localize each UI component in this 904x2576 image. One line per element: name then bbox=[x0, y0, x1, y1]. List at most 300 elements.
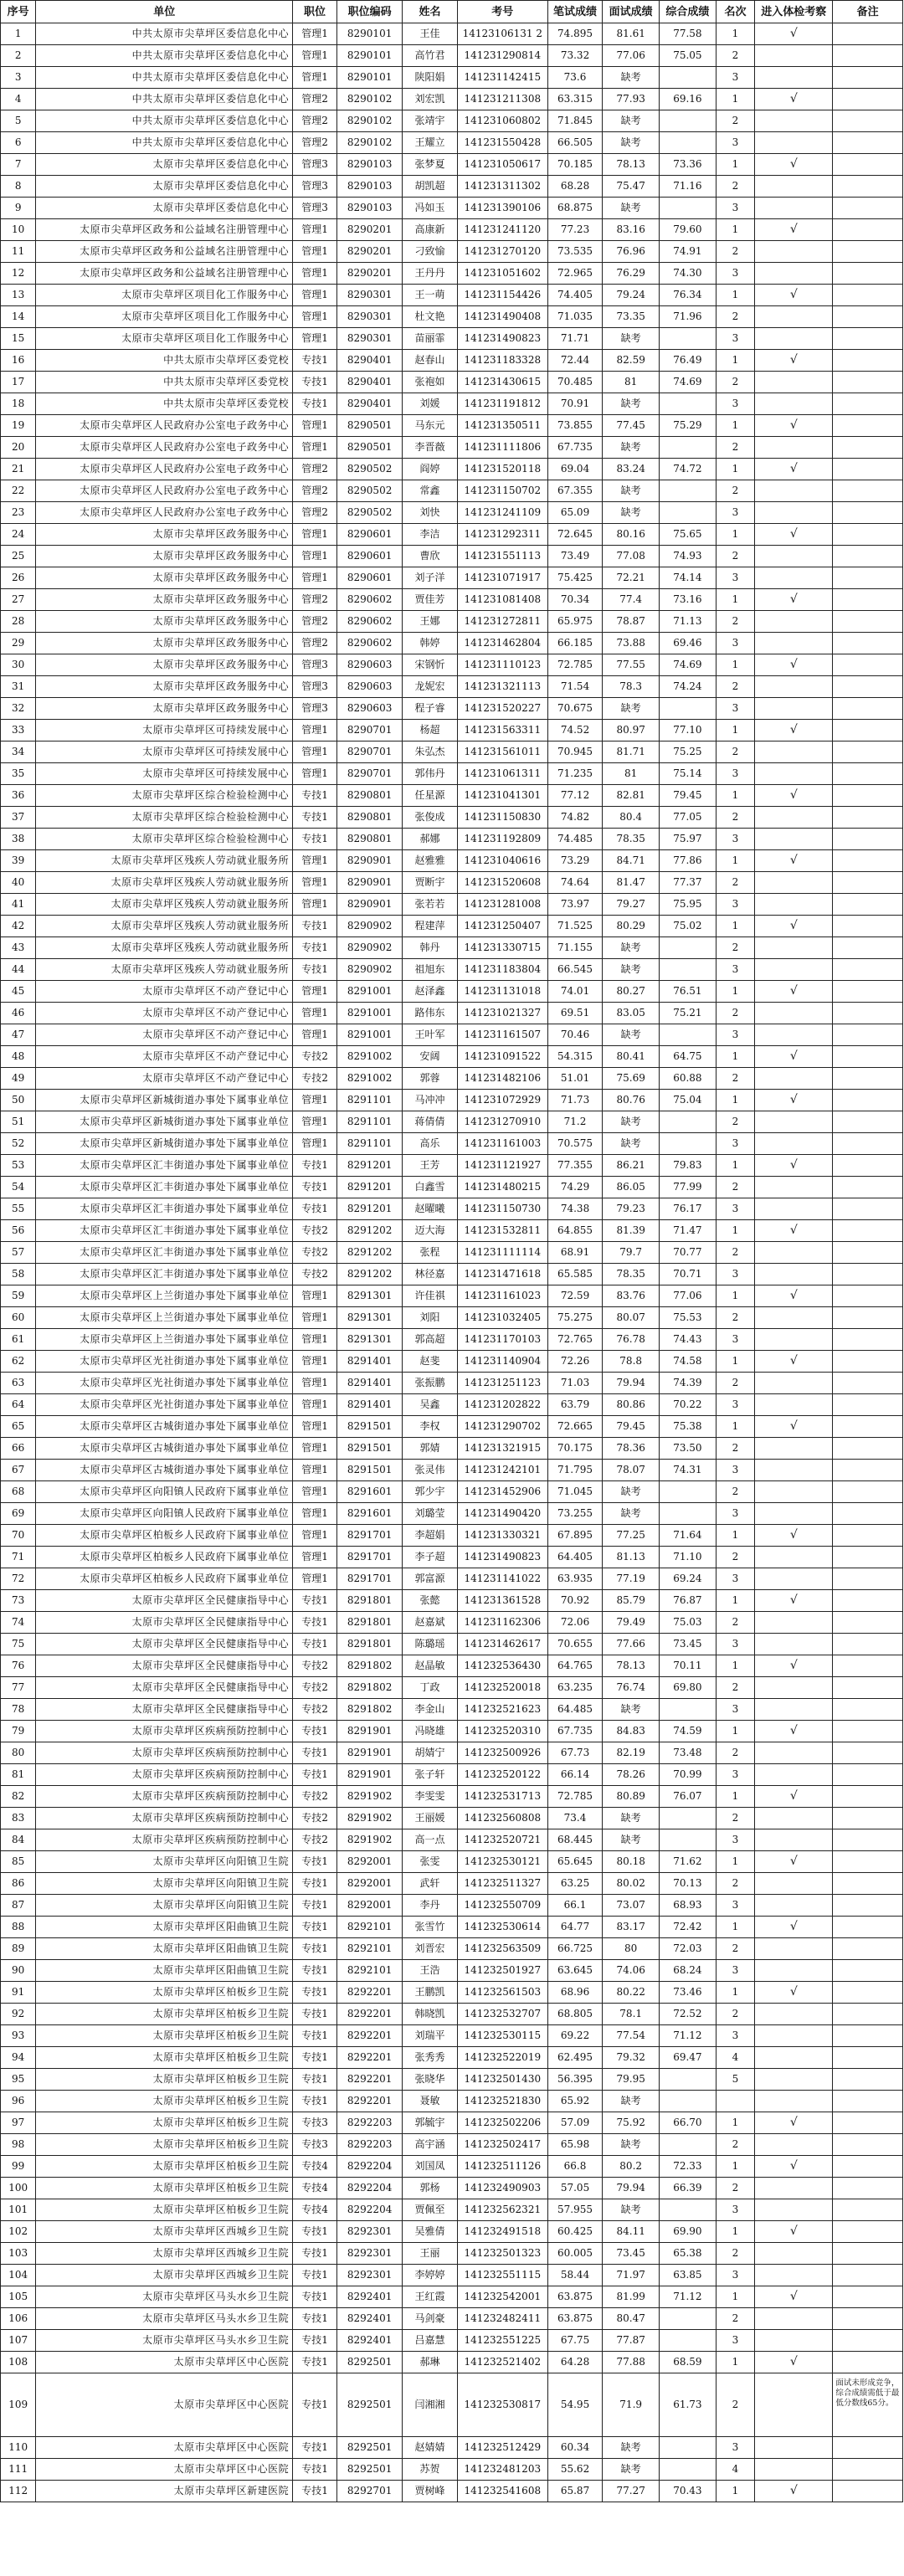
cell-position: 管理3 bbox=[293, 176, 337, 198]
cell-total-score: 75.14 bbox=[660, 763, 717, 785]
cell-position: 管理1 bbox=[293, 763, 337, 785]
cell-total-score: 66.39 bbox=[660, 2178, 717, 2199]
cell-interview-score: 77.08 bbox=[603, 546, 660, 567]
table-row bbox=[1, 1024, 903, 1046]
cell-medical-check bbox=[755, 1895, 833, 1917]
cell-unit: 太原市尖草坪区中心医院 bbox=[36, 2352, 293, 2373]
cell-name: 赵雅雅 bbox=[403, 850, 458, 872]
cell-interview-score: 缺考 bbox=[603, 1133, 660, 1155]
cell-exam-no: 141232520122 bbox=[457, 1764, 547, 1786]
cell-unit: 太原市尖草坪区疾病预防控制中心 bbox=[36, 1764, 293, 1786]
cell-name: 张袍如 bbox=[403, 372, 458, 393]
cell-rank: 3 bbox=[716, 198, 755, 219]
cell-total-score bbox=[660, 67, 717, 89]
cell-written-score: 67.75 bbox=[547, 2330, 603, 2352]
cell-written-score: 70.485 bbox=[547, 372, 603, 393]
cell-name: 吴雅倩 bbox=[403, 2221, 458, 2243]
cell-seq: 6 bbox=[1, 132, 36, 154]
cell-medical-check: √ bbox=[755, 154, 833, 176]
cell-written-score: 71.795 bbox=[547, 1460, 603, 1481]
cell-interview-score: 缺考 bbox=[603, 328, 660, 350]
cell-interview-score: 80.86 bbox=[603, 1394, 660, 1416]
cell-exam-no: 141232530614 bbox=[457, 1917, 547, 1938]
cell-position: 专技1 bbox=[293, 1917, 337, 1938]
cell-position-code: 8292401 bbox=[336, 2308, 402, 2330]
cell-interview-score: 缺考 bbox=[603, 393, 660, 415]
cell-medical-check bbox=[755, 959, 833, 981]
cell-name: 郭杨 bbox=[403, 2178, 458, 2199]
cell-written-score: 66.185 bbox=[547, 633, 603, 654]
cell-exam-no: 141232563509 bbox=[457, 1938, 547, 1960]
cell-rank: 4 bbox=[716, 2459, 755, 2481]
cell-total-score: 70.71 bbox=[660, 1264, 717, 1285]
cell-written-score: 73.255 bbox=[547, 1503, 603, 1525]
cell-rank: 2 bbox=[716, 872, 755, 894]
cell-position-code: 8290603 bbox=[336, 676, 402, 698]
cell-remarks bbox=[833, 1808, 903, 1829]
cell-rank: 2 bbox=[716, 1873, 755, 1895]
cell-exam-no: 141231081408 bbox=[457, 589, 547, 611]
cell-position-code: 8290102 bbox=[336, 110, 402, 132]
cell-written-score: 70.575 bbox=[547, 1133, 603, 1155]
table-row bbox=[1, 154, 903, 176]
cell-rank: 3 bbox=[716, 2330, 755, 2352]
cell-name: 王浩 bbox=[403, 1960, 458, 1982]
table-row bbox=[1, 1155, 903, 1177]
cell-interview-score: 80.4 bbox=[603, 807, 660, 829]
cell-rank: 3 bbox=[716, 2437, 755, 2459]
cell-position: 专技1 bbox=[293, 2004, 337, 2025]
cell-medical-check bbox=[755, 2091, 833, 2112]
cell-total-score: 79.60 bbox=[660, 219, 717, 241]
cell-total-score: 76.34 bbox=[660, 285, 717, 306]
cell-rank: 1 bbox=[716, 1285, 755, 1307]
cell-seq: 87 bbox=[1, 1895, 36, 1917]
cell-rank: 2 bbox=[716, 676, 755, 698]
table-row bbox=[1, 1503, 903, 1525]
cell-rank: 3 bbox=[716, 67, 755, 89]
table-row bbox=[1, 937, 903, 959]
cell-rank: 1 bbox=[716, 1917, 755, 1938]
cell-remarks bbox=[833, 67, 903, 89]
cell-position: 管理1 bbox=[293, 1133, 337, 1155]
cell-written-score: 70.175 bbox=[547, 1438, 603, 1460]
cell-medical-check bbox=[755, 1460, 833, 1481]
cell-rank: 1 bbox=[716, 2221, 755, 2243]
cell-name: 武轩 bbox=[403, 1873, 458, 1895]
cell-position-code: 8290501 bbox=[336, 437, 402, 459]
cell-interview-score: 78.35 bbox=[603, 829, 660, 850]
cell-rank: 2 bbox=[716, 1373, 755, 1394]
table-row bbox=[1, 1786, 903, 1808]
cell-position: 管理1 bbox=[293, 720, 337, 741]
cell-medical-check bbox=[755, 2265, 833, 2286]
cell-remarks bbox=[833, 524, 903, 546]
header-position-code: 职位编码 bbox=[336, 1, 402, 23]
cell-exam-no: 141231150830 bbox=[457, 807, 547, 829]
table-row bbox=[1, 437, 903, 459]
cell-written-score: 65.87 bbox=[547, 2481, 603, 2502]
cell-exam-no: 141232542001 bbox=[457, 2286, 547, 2308]
cell-position-code: 8290502 bbox=[336, 459, 402, 480]
cell-seq: 20 bbox=[1, 437, 36, 459]
cell-unit: 太原市尖草坪区政务服务中心 bbox=[36, 546, 293, 567]
cell-position: 专技1 bbox=[293, 1198, 337, 1220]
cell-total-score: 70.11 bbox=[660, 1655, 717, 1677]
cell-remarks bbox=[833, 1133, 903, 1155]
cell-position: 管理1 bbox=[293, 1525, 337, 1547]
cell-position: 管理1 bbox=[293, 1285, 337, 1307]
table-row bbox=[1, 23, 903, 45]
cell-seq: 23 bbox=[1, 502, 36, 524]
cell-position-code: 8290701 bbox=[336, 741, 402, 763]
cell-total-score: 72.03 bbox=[660, 1938, 717, 1960]
cell-rank: 3 bbox=[716, 1264, 755, 1285]
table-row bbox=[1, 350, 903, 372]
cell-rank: 3 bbox=[716, 263, 755, 285]
cell-remarks bbox=[833, 2199, 903, 2221]
cell-medical-check bbox=[755, 198, 833, 219]
cell-name: 刘媛 bbox=[403, 393, 458, 415]
cell-unit: 太原市尖草坪区疾病预防控制中心 bbox=[36, 1742, 293, 1764]
table-row bbox=[1, 1264, 903, 1285]
cell-unit: 太原市尖草坪区新城街道办事处下属事业单位 bbox=[36, 1090, 293, 1111]
cell-seq: 100 bbox=[1, 2178, 36, 2199]
cell-name: 冯晓雄 bbox=[403, 1721, 458, 1742]
cell-rank: 2 bbox=[716, 480, 755, 502]
cell-position: 管理1 bbox=[293, 23, 337, 45]
cell-written-score: 63.875 bbox=[547, 2308, 603, 2330]
table-row bbox=[1, 894, 903, 916]
cell-unit: 太原市尖草坪区上兰街道办事处下属事业单位 bbox=[36, 1307, 293, 1329]
cell-remarks bbox=[833, 1721, 903, 1742]
cell-medical-check: √ bbox=[755, 2221, 833, 2243]
cell-unit: 太原市尖草坪区疾病预防控制中心 bbox=[36, 1721, 293, 1742]
cell-name: 祖旭东 bbox=[403, 959, 458, 981]
cell-interview-score: 缺考 bbox=[603, 1503, 660, 1525]
cell-rank: 1 bbox=[716, 1220, 755, 1242]
cell-written-score: 63.935 bbox=[547, 1568, 603, 1590]
cell-seq: 37 bbox=[1, 807, 36, 829]
cell-position: 专技3 bbox=[293, 2134, 337, 2156]
cell-rank: 2 bbox=[716, 241, 755, 263]
cell-written-score: 72.06 bbox=[547, 1612, 603, 1634]
cell-interview-score: 80.02 bbox=[603, 1873, 660, 1895]
cell-medical-check bbox=[755, 1568, 833, 1590]
cell-remarks bbox=[833, 2330, 903, 2352]
table-row bbox=[1, 676, 903, 698]
cell-written-score: 65.975 bbox=[547, 611, 603, 633]
cell-position: 专技1 bbox=[293, 2481, 337, 2502]
cell-name: 高宇涵 bbox=[403, 2134, 458, 2156]
cell-interview-score: 80 bbox=[603, 1938, 660, 1960]
cell-total-score: 69.46 bbox=[660, 633, 717, 654]
cell-seq: 7 bbox=[1, 154, 36, 176]
cell-position: 管理1 bbox=[293, 524, 337, 546]
cell-rank: 3 bbox=[716, 633, 755, 654]
cell-seq: 78 bbox=[1, 1699, 36, 1721]
cell-position-code: 8290301 bbox=[336, 306, 402, 328]
cell-exam-no: 141231250407 bbox=[457, 916, 547, 937]
cell-total-score: 73.16 bbox=[660, 589, 717, 611]
cell-position-code: 8291202 bbox=[336, 1220, 402, 1242]
header-position: 职位 bbox=[293, 1, 337, 23]
cell-total-score: 69.90 bbox=[660, 2221, 717, 2243]
cell-medical-check bbox=[755, 1264, 833, 1285]
cell-medical-check bbox=[755, 1677, 833, 1699]
cell-exam-no: 141232521623 bbox=[457, 1699, 547, 1721]
cell-position-code: 8291601 bbox=[336, 1481, 402, 1503]
cell-rank: 1 bbox=[716, 459, 755, 480]
cell-remarks bbox=[833, 546, 903, 567]
cell-rank: 2 bbox=[716, 1177, 755, 1198]
table-row bbox=[1, 1133, 903, 1155]
cell-seq: 95 bbox=[1, 2069, 36, 2091]
cell-exam-no: 141231110123 bbox=[457, 654, 547, 676]
cell-written-score: 57.955 bbox=[547, 2199, 603, 2221]
cell-name: 王鹏凯 bbox=[403, 1982, 458, 2004]
cell-written-score: 63.25 bbox=[547, 1873, 603, 1895]
cell-name: 张懿 bbox=[403, 1590, 458, 1612]
cell-rank: 3 bbox=[716, 2265, 755, 2286]
cell-interview-score: 78.13 bbox=[603, 1655, 660, 1677]
cell-medical-check: √ bbox=[755, 459, 833, 480]
table-row bbox=[1, 589, 903, 611]
cell-position-code: 8292204 bbox=[336, 2178, 402, 2199]
cell-total-score: 69.47 bbox=[660, 2047, 717, 2069]
cell-position-code: 8290103 bbox=[336, 154, 402, 176]
cell-remarks bbox=[833, 785, 903, 807]
cell-name: 刘宏凯 bbox=[403, 89, 458, 110]
table-row bbox=[1, 1873, 903, 1895]
cell-position: 管理1 bbox=[293, 1547, 337, 1568]
cell-rank: 3 bbox=[716, 1394, 755, 1416]
cell-position-code: 8290401 bbox=[336, 372, 402, 393]
cell-rank: 2 bbox=[716, 1547, 755, 1568]
cell-remarks bbox=[833, 2481, 903, 2502]
cell-interview-score: 78.26 bbox=[603, 1764, 660, 1786]
cell-written-score: 67.355 bbox=[547, 480, 603, 502]
cell-unit: 太原市尖草坪区全民健康指导中心 bbox=[36, 1655, 293, 1677]
cell-written-score: 51.01 bbox=[547, 1068, 603, 1090]
cell-unit: 太原市尖草坪区光社街道办事处下属事业单位 bbox=[36, 1373, 293, 1394]
cell-unit: 太原市尖草坪区人民政府办公室电子政务中心 bbox=[36, 502, 293, 524]
cell-written-score: 70.92 bbox=[547, 1590, 603, 1612]
cell-position: 专技1 bbox=[293, 1155, 337, 1177]
cell-rank: 1 bbox=[716, 154, 755, 176]
cell-medical-check bbox=[755, 1764, 833, 1786]
table-row bbox=[1, 807, 903, 829]
cell-written-score: 66.14 bbox=[547, 1764, 603, 1786]
table-row bbox=[1, 1829, 903, 1851]
cell-remarks bbox=[833, 110, 903, 132]
table-row bbox=[1, 1242, 903, 1264]
cell-rank: 1 bbox=[716, 1416, 755, 1438]
cell-seq: 103 bbox=[1, 2243, 36, 2265]
header-row bbox=[1, 1, 903, 23]
cell-interview-score: 78.8 bbox=[603, 1351, 660, 1373]
cell-interview-score: 77.66 bbox=[603, 1634, 660, 1655]
cell-unit: 太原市尖草坪区全民健康指导中心 bbox=[36, 1677, 293, 1699]
cell-written-score: 56.395 bbox=[547, 2069, 603, 2091]
cell-position-code: 8292501 bbox=[336, 2373, 402, 2437]
cell-unit: 太原市尖草坪区政务服务中心 bbox=[36, 611, 293, 633]
cell-medical-check: √ bbox=[755, 524, 833, 546]
cell-position: 专技1 bbox=[293, 2352, 337, 2373]
cell-total-score: 75.95 bbox=[660, 894, 717, 916]
cell-remarks bbox=[833, 2459, 903, 2481]
cell-name: 曹欣 bbox=[403, 546, 458, 567]
cell-name: 刘晋宏 bbox=[403, 1938, 458, 1960]
cell-name: 王丽媛 bbox=[403, 1808, 458, 1829]
cell-interview-score: 78.1 bbox=[603, 2004, 660, 2025]
cell-interview-score: 78.07 bbox=[603, 1460, 660, 1481]
cell-medical-check bbox=[755, 45, 833, 67]
cell-exam-no: 141231161003 bbox=[457, 1133, 547, 1155]
cell-seq: 82 bbox=[1, 1786, 36, 1808]
cell-rank: 1 bbox=[716, 1525, 755, 1547]
cell-seq: 10 bbox=[1, 219, 36, 241]
cell-remarks bbox=[833, 1220, 903, 1242]
cell-position: 管理1 bbox=[293, 1373, 337, 1394]
cell-position: 管理2 bbox=[293, 611, 337, 633]
cell-position: 专技4 bbox=[293, 2199, 337, 2221]
cell-interview-score: 78.35 bbox=[603, 1264, 660, 1285]
cell-position: 管理1 bbox=[293, 1394, 337, 1416]
cell-medical-check: √ bbox=[755, 1351, 833, 1373]
cell-total-score bbox=[660, 1111, 717, 1133]
cell-written-score: 71.235 bbox=[547, 763, 603, 785]
cell-interview-score: 79.27 bbox=[603, 894, 660, 916]
cell-rank: 2 bbox=[716, 1111, 755, 1133]
cell-remarks bbox=[833, 45, 903, 67]
cell-total-score: 74.30 bbox=[660, 263, 717, 285]
cell-remarks bbox=[833, 1024, 903, 1046]
cell-total-score: 77.99 bbox=[660, 1177, 717, 1198]
cell-seq: 27 bbox=[1, 589, 36, 611]
cell-rank: 1 bbox=[716, 589, 755, 611]
cell-interview-score: 79.94 bbox=[603, 2178, 660, 2199]
cell-name: 吕嘉慧 bbox=[403, 2330, 458, 2352]
cell-total-score bbox=[660, 132, 717, 154]
cell-rank: 1 bbox=[716, 2156, 755, 2178]
cell-written-score: 73.535 bbox=[547, 241, 603, 263]
cell-unit: 太原市尖草坪区上兰街道办事处下属事业单位 bbox=[36, 1285, 293, 1307]
cell-remarks bbox=[833, 176, 903, 198]
cell-name: 闫湘湘 bbox=[403, 2373, 458, 2437]
cell-position: 专技3 bbox=[293, 2112, 337, 2134]
cell-name: 王芳 bbox=[403, 1155, 458, 1177]
cell-name: 王丽 bbox=[403, 2243, 458, 2265]
table-row bbox=[1, 198, 903, 219]
cell-position-code: 8292201 bbox=[336, 2025, 402, 2047]
cell-rank: 2 bbox=[716, 2243, 755, 2265]
cell-exam-no: 141231241120 bbox=[457, 219, 547, 241]
cell-total-score: 64.75 bbox=[660, 1046, 717, 1068]
cell-remarks bbox=[833, 741, 903, 763]
cell-seq: 15 bbox=[1, 328, 36, 350]
cell-position-code: 8291701 bbox=[336, 1525, 402, 1547]
cell-position: 专技1 bbox=[293, 372, 337, 393]
cell-position: 管理1 bbox=[293, 415, 337, 437]
cell-total-score: 79.45 bbox=[660, 785, 717, 807]
cell-seq: 102 bbox=[1, 2221, 36, 2243]
cell-medical-check bbox=[755, 2004, 833, 2025]
cell-unit: 太原市尖草坪区综合检验检测中心 bbox=[36, 829, 293, 850]
cell-position-code: 8291501 bbox=[336, 1416, 402, 1438]
table-row bbox=[1, 2308, 903, 2330]
cell-position: 管理1 bbox=[293, 1438, 337, 1460]
table-row bbox=[1, 1394, 903, 1416]
cell-name: 贾断宇 bbox=[403, 872, 458, 894]
cell-total-score bbox=[660, 328, 717, 350]
cell-position-code: 8292201 bbox=[336, 2004, 402, 2025]
cell-total-score: 75.53 bbox=[660, 1307, 717, 1329]
cell-seq: 77 bbox=[1, 1677, 36, 1699]
cell-medical-check bbox=[755, 1177, 833, 1198]
cell-medical-check bbox=[755, 372, 833, 393]
cell-rank: 2 bbox=[716, 2373, 755, 2437]
cell-rank: 2 bbox=[716, 1481, 755, 1503]
cell-name: 郭蓉 bbox=[403, 1068, 458, 1090]
cell-rank: 3 bbox=[716, 959, 755, 981]
table-row bbox=[1, 480, 903, 502]
cell-position: 管理3 bbox=[293, 698, 337, 720]
cell-unit: 太原市尖草坪区向阳镇人民政府下属事业单位 bbox=[36, 1503, 293, 1525]
cell-exam-no: 141231032405 bbox=[457, 1307, 547, 1329]
cell-position: 专技2 bbox=[293, 1829, 337, 1851]
cell-unit: 太原市尖草坪区柏板乡卫生院 bbox=[36, 2091, 293, 2112]
cell-total-score: 75.29 bbox=[660, 415, 717, 437]
cell-position: 管理1 bbox=[293, 1481, 337, 1503]
cell-rank: 3 bbox=[716, 1895, 755, 1917]
cell-rank: 2 bbox=[716, 110, 755, 132]
cell-unit: 太原市尖草坪区中心医院 bbox=[36, 2437, 293, 2459]
cell-unit: 太原市尖草坪区残疾人劳动就业服务所 bbox=[36, 916, 293, 937]
cell-exam-no: 141231111114 bbox=[457, 1242, 547, 1264]
cell-total-score bbox=[660, 2330, 717, 2352]
cell-rank: 3 bbox=[716, 763, 755, 785]
cell-seq: 9 bbox=[1, 198, 36, 219]
cell-position-code: 8292301 bbox=[336, 2265, 402, 2286]
cell-position: 专技4 bbox=[293, 2156, 337, 2178]
cell-position: 专技4 bbox=[293, 2178, 337, 2199]
cell-position-code: 8291101 bbox=[336, 1133, 402, 1155]
cell-interview-score: 76.96 bbox=[603, 241, 660, 263]
cell-position: 专技2 bbox=[293, 1046, 337, 1068]
cell-unit: 太原市尖草坪区中心医院 bbox=[36, 2373, 293, 2437]
cell-name: 宋钢忻 bbox=[403, 654, 458, 676]
cell-exam-no: 141231041301 bbox=[457, 785, 547, 807]
cell-position-code: 8290601 bbox=[336, 546, 402, 567]
cell-seq: 32 bbox=[1, 698, 36, 720]
table-row bbox=[1, 567, 903, 589]
cell-exam-no: 141231270120 bbox=[457, 241, 547, 263]
cell-total-score: 68.59 bbox=[660, 2352, 717, 2373]
cell-seq: 43 bbox=[1, 937, 36, 959]
cell-exam-no: 141232550709 bbox=[457, 1895, 547, 1917]
cell-name: 刘快 bbox=[403, 502, 458, 524]
cell-rank: 1 bbox=[716, 1851, 755, 1873]
cell-medical-check bbox=[755, 263, 833, 285]
cell-seq: 18 bbox=[1, 393, 36, 415]
cell-rank: 2 bbox=[716, 937, 755, 959]
cell-medical-check bbox=[755, 2025, 833, 2047]
cell-exam-no: 141231321113 bbox=[457, 676, 547, 698]
cell-remarks bbox=[833, 1373, 903, 1394]
cell-written-score: 66.8 bbox=[547, 2156, 603, 2178]
cell-medical-check: √ bbox=[755, 1851, 833, 1873]
